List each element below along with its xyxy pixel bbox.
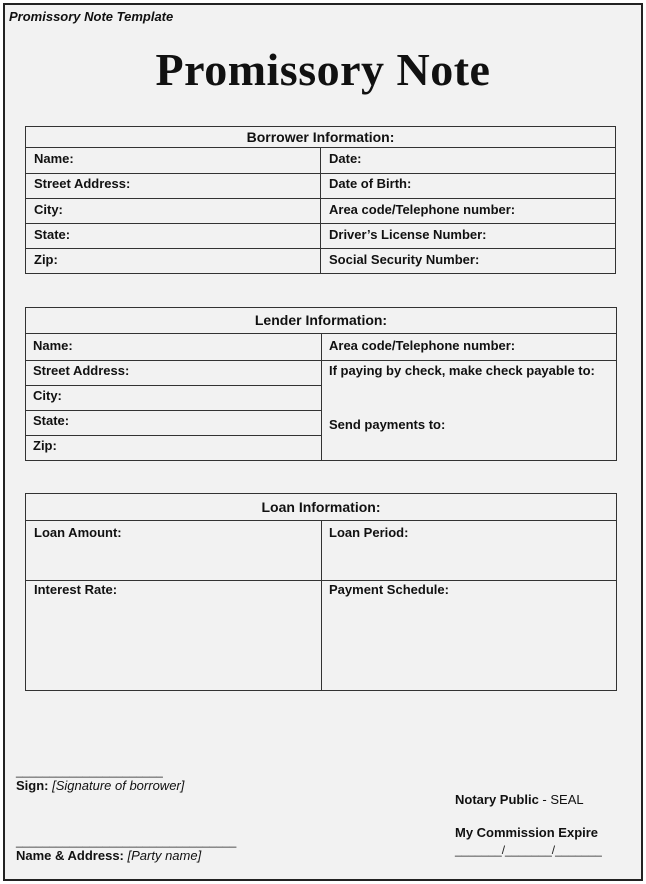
borrower-city-field[interactable]: City:: [34, 202, 63, 217]
lender-heading: Lender Information:: [26, 308, 616, 334]
signature-placeholder: [Signature of borrower]: [52, 778, 185, 793]
lender-name-field[interactable]: Name:: [33, 338, 73, 353]
sign-row: [16, 778, 184, 793]
loan-divider: [321, 521, 322, 691]
row-divider: [26, 410, 321, 411]
lender-information-table: [25, 307, 617, 461]
borrower-heading: Borrower Information:: [26, 127, 615, 148]
borrower-date-field[interactable]: Date:: [329, 151, 362, 166]
document-title: Promissory Note: [155, 44, 491, 95]
loan-information-table: [25, 493, 617, 691]
row-divider: [26, 223, 615, 224]
lender-telephone-field[interactable]: Area code/Telephone number:: [329, 338, 516, 353]
borrower-drivers-license-field[interactable]: Driver’s License Number:: [329, 227, 487, 242]
interest-rate-field[interactable]: Interest Rate:: [34, 582, 118, 597]
borrower-zip-field[interactable]: Zip:: [34, 252, 58, 267]
notary-public-row: [455, 792, 584, 807]
row-divider: [26, 248, 615, 249]
commission-expire-label: My Commission Expire: [455, 825, 599, 840]
seal-label: - SEAL: [538, 792, 584, 807]
lender-city-field[interactable]: City:: [33, 388, 62, 403]
borrower-name-field[interactable]: Name:: [34, 151, 74, 166]
borrower-information-table: [25, 126, 616, 274]
signature-line[interactable]: ______________________: [16, 764, 163, 778]
row-divider: [26, 198, 615, 199]
party-name-placeholder: [Party name]: [127, 848, 202, 863]
borrower-telephone-field[interactable]: Area code/Telephone number:: [329, 202, 516, 217]
name-address-label: Name & Address:: [16, 848, 124, 863]
send-payments-to-field[interactable]: Send payments to:: [329, 417, 446, 432]
borrower-ssn-field[interactable]: Social Security Number:: [329, 252, 480, 267]
row-divider: [26, 435, 321, 436]
lender-street-address-field[interactable]: Street Address:: [33, 363, 130, 378]
commission-date-line[interactable]: _______/_______/_______: [455, 843, 602, 857]
lender-divider: [321, 334, 322, 461]
loan-amount-field[interactable]: Loan Amount:: [34, 525, 122, 540]
payment-schedule-field[interactable]: Payment Schedule:: [329, 582, 449, 597]
lender-zip-field[interactable]: Zip:: [33, 438, 57, 453]
borrower-state-field[interactable]: State:: [34, 227, 71, 242]
loan-period-field[interactable]: Loan Period:: [329, 525, 409, 540]
lender-state-field[interactable]: State:: [33, 413, 70, 428]
row-divider: [26, 385, 321, 386]
borrower-divider: [320, 148, 321, 274]
loan-heading: Loan Information:: [26, 494, 616, 521]
name-address-line[interactable]: _________________________________: [16, 834, 237, 848]
check-payable-to-field[interactable]: If paying by check, make check payable to:: [329, 363, 595, 378]
borrower-date-of-birth-field[interactable]: Date of Birth:: [329, 176, 412, 191]
borrower-street-address-field[interactable]: Street Address:: [34, 176, 131, 191]
sign-label: Sign:: [16, 778, 49, 793]
name-address-row: [16, 848, 201, 863]
template-label: Promissory Note Template: [9, 9, 174, 24]
notary-public-label: Notary Public: [455, 792, 539, 807]
